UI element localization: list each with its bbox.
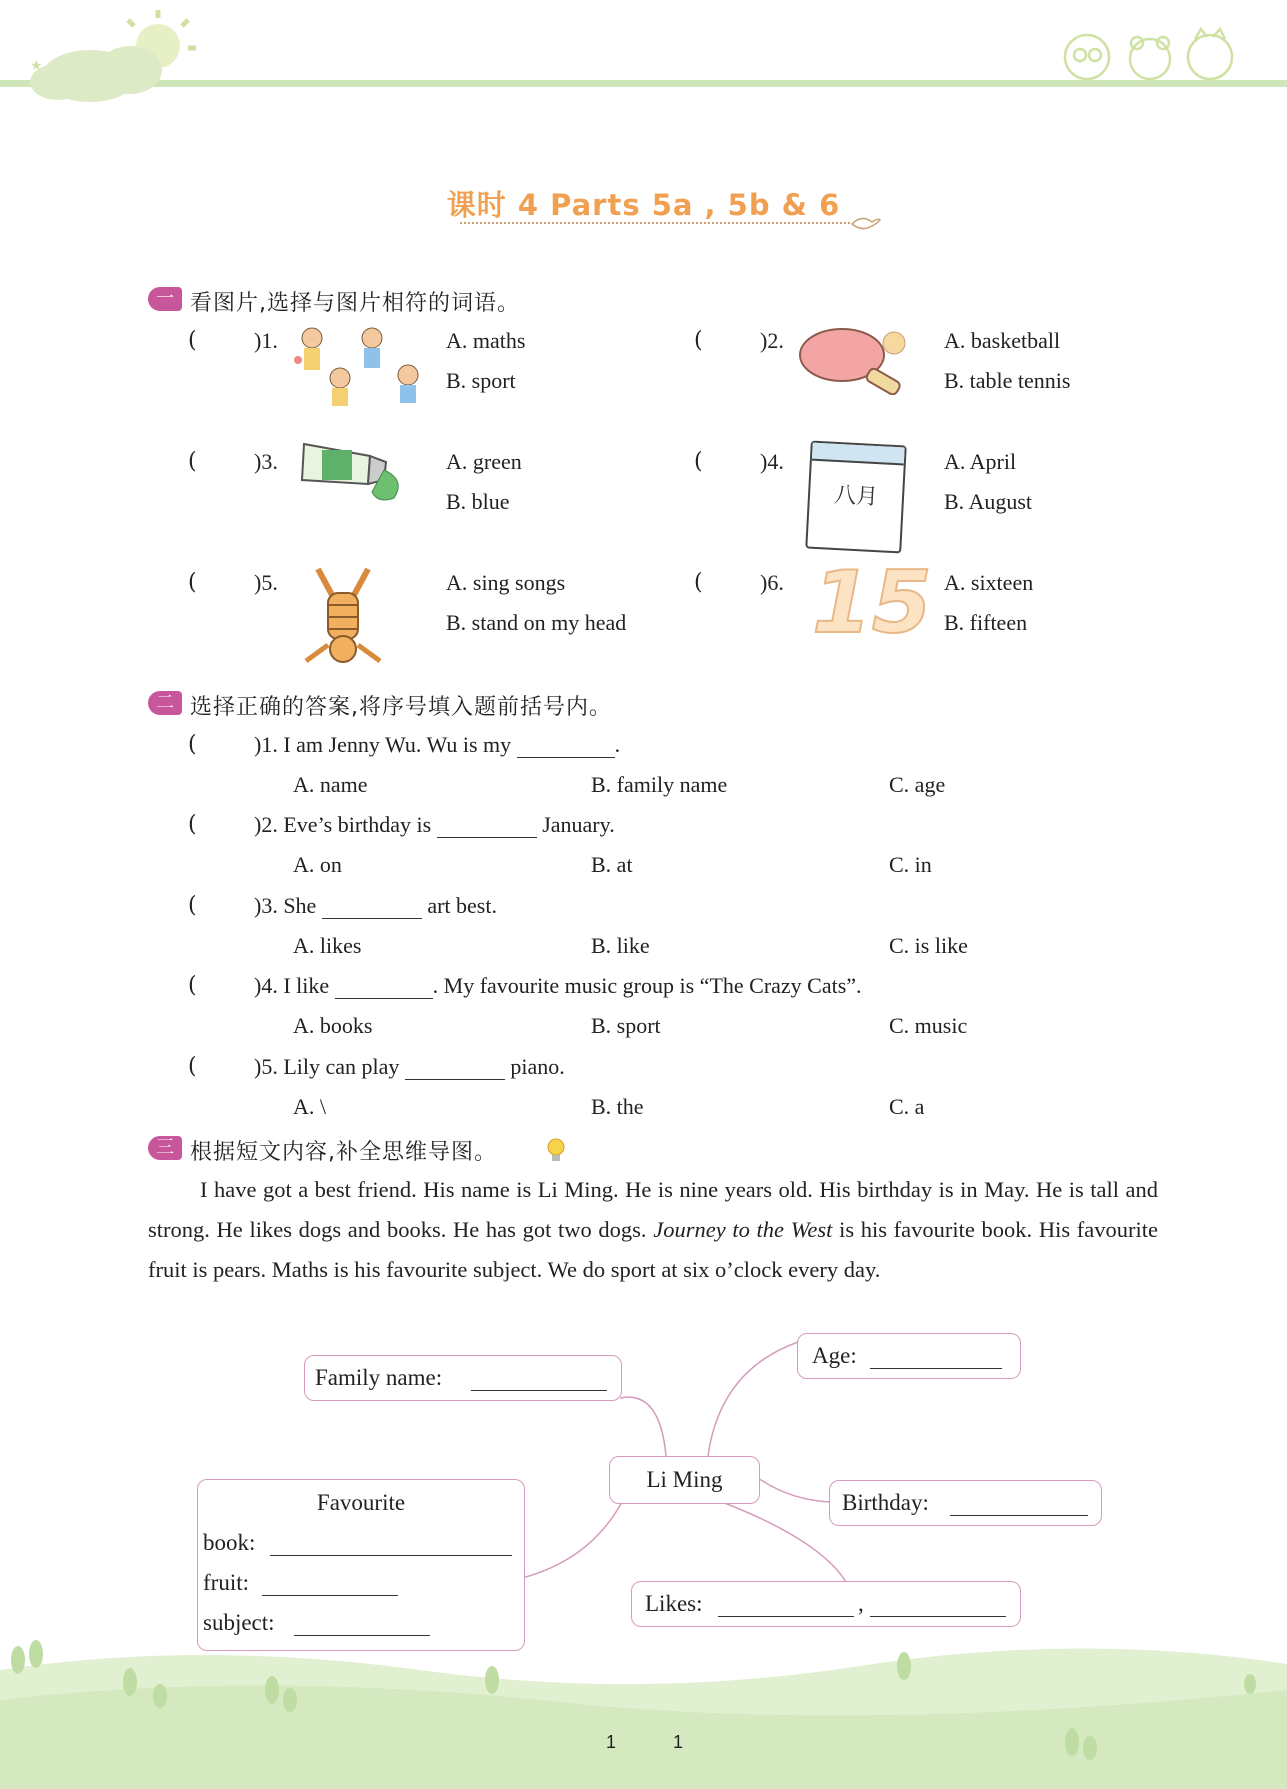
- number-fifteen-graphic: 15: [812, 553, 932, 653]
- paint-tube-icon: [298, 440, 408, 510]
- likes-separator: ,: [858, 1591, 864, 1616]
- item4-option-b: B. August: [944, 489, 1033, 514]
- book-label: book:: [203, 1530, 256, 1555]
- q4-option-c: C. music: [889, 1013, 968, 1038]
- family-name-box: [304, 1355, 622, 1401]
- answer-bracket-open[interactable]: (: [694, 449, 703, 474]
- question-5-stem: )5. Lily can play: [254, 1054, 400, 1079]
- landscape-background: [0, 1630, 1287, 1789]
- sun-cloud-icon: [0, 0, 220, 115]
- reading-passage: [148, 1170, 1158, 1290]
- page-number-right: 1: [673, 1732, 684, 1752]
- birthday-box: [829, 1480, 1102, 1526]
- answer-blank[interactable]: [870, 1344, 1002, 1369]
- kids-playing-icon: [290, 320, 430, 425]
- q2-option-b: B. at: [591, 852, 633, 877]
- section2-title: 选择正确的答案,将序号填入题前括号内。: [190, 695, 612, 720]
- q1-option-b: B. family name: [591, 772, 728, 797]
- q4-option-a: A. books: [293, 1013, 373, 1038]
- question-5: [254, 1054, 565, 1080]
- q3-option-a: A. likes: [293, 933, 362, 958]
- subject-label: subject:: [203, 1610, 275, 1635]
- question-4-stem-end: . My favourite music group is “The Crazy Cats”.: [432, 973, 862, 998]
- item5-number: )5.: [254, 570, 278, 595]
- question-1-stem: )1. I am Jenny Wu. Wu is my: [254, 732, 512, 757]
- answer-blank[interactable]: [471, 1366, 607, 1391]
- passage-book-title: Journey to the West: [653, 1217, 833, 1242]
- q4-option-b: B. sport: [591, 1013, 661, 1038]
- answer-blank[interactable]: [262, 1571, 398, 1596]
- item2-option-b: B. table tennis: [944, 368, 1071, 393]
- question-1-stem-end: .: [614, 732, 621, 757]
- answer-blank[interactable]: [437, 813, 537, 838]
- question-2-stem-end: January.: [542, 812, 615, 837]
- passage-part1: I have got a best friend. His name is Li Ming. He is nine years old. His birthday is in May. He is tall and strong. He likes dogs and books. He has got two dogs.: [148, 1177, 1158, 1242]
- q5-option-b: B. the: [591, 1094, 644, 1119]
- answer-bracket-open[interactable]: (: [188, 973, 197, 998]
- item5-option-b: B. stand on my head: [446, 610, 627, 635]
- answer-bracket-open[interactable]: (: [188, 328, 197, 353]
- question-4-stem: )4. I like: [254, 973, 330, 998]
- q1-option-c: C. age: [889, 772, 946, 797]
- item6-option-b: B. fifteen: [944, 610, 1028, 635]
- item3-option-a: A. green: [446, 449, 522, 474]
- calendar-header: [812, 443, 905, 466]
- q1-option-a: A. name: [293, 772, 368, 797]
- section3-badge: 三: [148, 1136, 182, 1160]
- item6-option-a: A. sixteen: [944, 570, 1034, 595]
- q3-option-b: B. like: [591, 933, 650, 958]
- question-1: [254, 732, 620, 758]
- q2-option-a: A. on: [293, 852, 342, 877]
- section3-title: 根据短文内容,补全思维导图。: [190, 1140, 497, 1165]
- answer-bracket-open[interactable]: (: [694, 328, 703, 353]
- answer-bracket-open[interactable]: (: [188, 570, 197, 595]
- answer-bracket-open[interactable]: (: [694, 570, 703, 595]
- q2-option-c: C. in: [889, 852, 932, 877]
- answer-bracket-open[interactable]: (: [188, 812, 197, 837]
- answer-blank[interactable]: [870, 1592, 1006, 1617]
- item4-number: )4.: [760, 449, 784, 474]
- answer-blank[interactable]: [950, 1491, 1088, 1516]
- item4-option-a: A. April: [944, 449, 1017, 474]
- table-tennis-paddle-icon: [798, 325, 918, 395]
- lightbulb-icon: [544, 1136, 568, 1164]
- favourite-box: [197, 1479, 525, 1651]
- likes-box: [631, 1581, 1021, 1627]
- answer-bracket-open[interactable]: (: [188, 449, 197, 474]
- title-underline: [460, 222, 850, 224]
- birthday-label: Birthday:: [842, 1490, 929, 1515]
- center-node: [609, 1456, 760, 1504]
- q5-option-a: A. \: [293, 1094, 326, 1119]
- item1-number: )1.: [254, 328, 278, 353]
- page-number-left: 1: [606, 1732, 617, 1752]
- age-box: [797, 1333, 1021, 1379]
- section2-badge: 二: [148, 691, 182, 715]
- answer-blank[interactable]: [335, 974, 433, 999]
- question-2: [254, 812, 615, 838]
- q5-option-c: C. a: [889, 1094, 925, 1119]
- section1-badge: 一: [148, 287, 182, 311]
- likes-label: Likes:: [645, 1591, 703, 1616]
- section1-title: 看图片,选择与图片相符的词语。: [190, 291, 520, 316]
- fruit-label: fruit:: [203, 1570, 249, 1595]
- item3-option-b: B. blue: [446, 489, 510, 514]
- age-label: Age:: [812, 1343, 857, 1368]
- svg-text:★: ★: [30, 58, 43, 74]
- answer-bracket-open[interactable]: (: [188, 732, 197, 757]
- favourite-label: Favourite: [316, 1490, 406, 1515]
- item5-option-a: A. sing songs: [446, 570, 566, 595]
- answer-blank[interactable]: [718, 1592, 854, 1617]
- question-3-stem: )3. She: [254, 893, 317, 918]
- family-name-label: Family name:: [315, 1365, 443, 1390]
- calendar-month: 八月: [833, 482, 879, 511]
- item1-option-a: A. maths: [446, 328, 526, 353]
- page-title: 课时 4 Parts 5a , 5b & 6: [446, 188, 841, 222]
- question-2-stem: )2. Eve’s birthday is: [254, 812, 432, 837]
- answer-blank[interactable]: [517, 733, 615, 758]
- answer-blank[interactable]: [322, 894, 422, 919]
- question-5-stem-end: piano.: [510, 1054, 565, 1079]
- passage-part2: is his favourite book. His favourite fruit is pears. Maths is his favourite subject. We do sport at six o’clock every day.: [148, 1217, 1158, 1282]
- answer-bracket-open[interactable]: (: [188, 893, 197, 918]
- calendar-icon: [805, 441, 907, 554]
- answer-blank[interactable]: [405, 1055, 505, 1080]
- question-4: [254, 973, 862, 999]
- answer-blank[interactable]: [270, 1531, 512, 1556]
- item2-option-a: A. basketball: [944, 328, 1061, 353]
- question-3-stem-end: art best.: [427, 893, 497, 918]
- item1-option-b: B. sport: [446, 368, 516, 393]
- tiger-handstand-icon: [298, 565, 388, 670]
- item6-number: )6.: [760, 570, 784, 595]
- bird-icon: [848, 210, 882, 234]
- item3-number: )3.: [254, 449, 278, 474]
- q3-option-c: C. is like: [889, 933, 968, 958]
- item2-number: )2.: [760, 328, 784, 353]
- center-node-label: Li Ming: [646, 1467, 723, 1492]
- question-3: [254, 893, 497, 919]
- animal-faces-icon: [1055, 25, 1245, 85]
- answer-bracket-open[interactable]: (: [188, 1054, 197, 1079]
